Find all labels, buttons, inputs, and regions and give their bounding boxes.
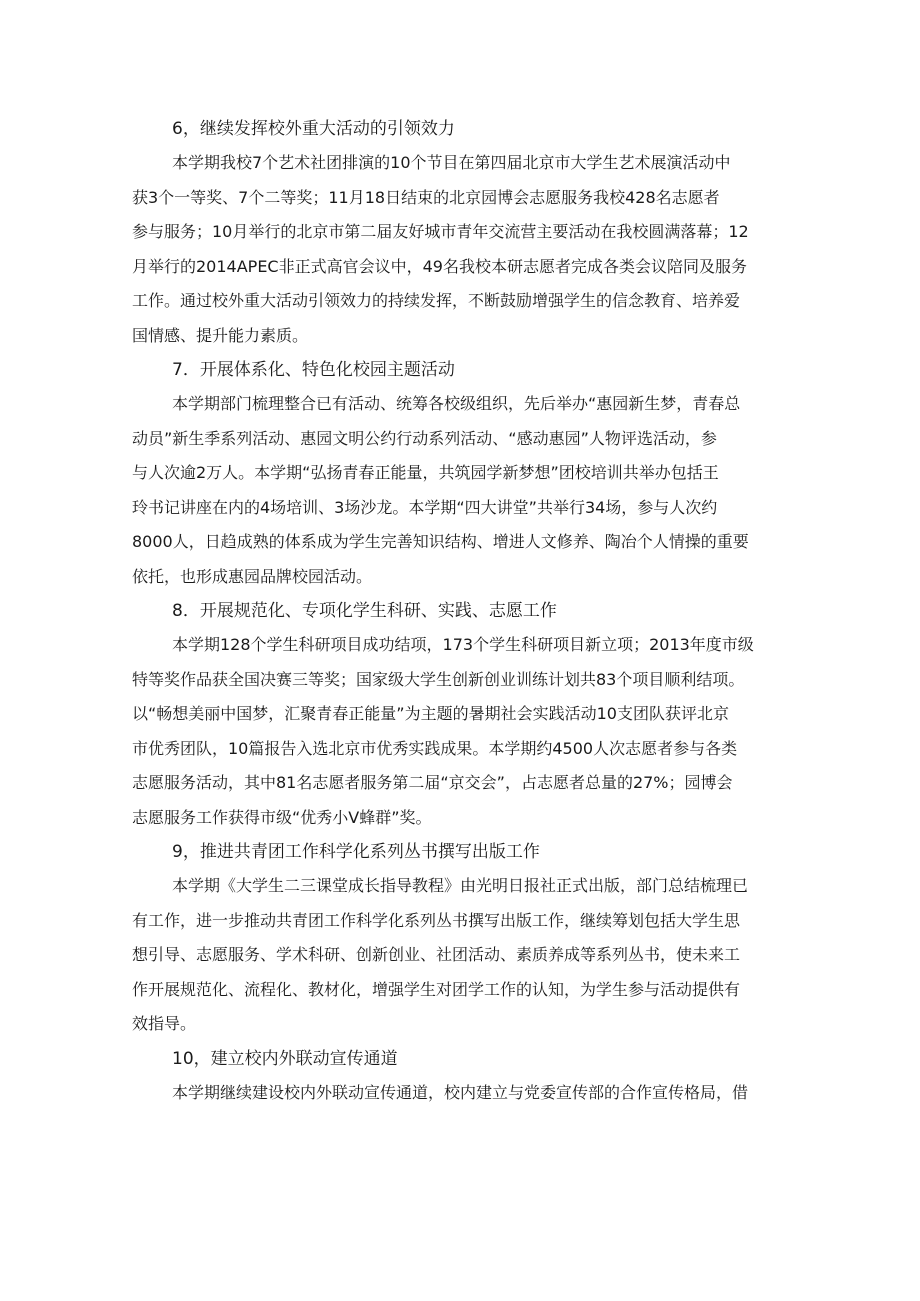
section-heading: 9，推进共青团工作科学化系列丛书撰写出版工作 xyxy=(172,842,540,862)
document-page xyxy=(132,112,802,1110)
paragraph-line: 本学期《大学生二三课堂成长指导教程》由光明日报社正式出版，部门总结梳理已 xyxy=(172,876,749,895)
section-heading: 7．开展体系化、特色化校园主题活动 xyxy=(172,360,455,380)
paragraph-line: 特等奖作品获全国决赛三等奖；国家级大学生创新创业训练计划共83个项目顺利结项。 xyxy=(132,669,745,689)
paragraph-line: 工作。通过校外重大活动引领效力的持续发挥，不断鼓励增强学生的信念教育、培养爱 xyxy=(132,291,741,310)
section-paragraph xyxy=(132,628,802,835)
paragraph-line: 效指导。 xyxy=(132,1014,197,1033)
paragraph-line: 动员”新生季系列活动、惠园文明公约行动系列活动、“感动惠园”人物评选活动，参 xyxy=(132,428,717,448)
paragraph-line: 想引导、志愿服务、学术科研、创新创业、社团活动、素质养成等系列丛书，使未来工 xyxy=(132,945,741,964)
section-7 xyxy=(132,353,802,594)
section-heading: 8．开展规范化、专项化学生科研、实践、志愿工作 xyxy=(172,601,557,621)
paragraph-line: 8000人，日趋成熟的体系成为学生完善知识结构、增进人文修养、陶冶个人情操的重要 xyxy=(132,532,749,551)
paragraph-line: 志愿服务工作获得市级“优秀小V蜂群”奖。 xyxy=(132,807,432,827)
section-paragraph xyxy=(132,387,802,594)
paragraph-line: 本学期我校7个艺术社团排演的10个节目在第四届北京市大学生艺术展演活动中 xyxy=(172,153,731,172)
paragraph-line: 本学期128个学生科研项目成功结项，173个学生科研项目新立项；2013年度市级 xyxy=(172,635,754,654)
paragraph-line: 有工作，进一步推动共青团工作科学化系列丛书撰写出版工作，继续筹划包括大学生思 xyxy=(132,910,741,930)
section-paragraph xyxy=(132,869,802,1042)
section-heading: 10，建立校内外联动宣传通道 xyxy=(172,1048,398,1069)
paragraph-line: 志愿服务活动，其中81名志愿者服务第二届“京交会”，占志愿者总量的27%；园博会 xyxy=(132,773,733,792)
section-heading: 6，继续发挥校外重大活动的引领效力 xyxy=(172,119,455,139)
paragraph-line: 参与服务；10月举行的北京市第二届友好城市青年交流营主要活动在我校圆满落幕；12 xyxy=(132,222,749,241)
paragraph-line: 作开展规范化、流程化、教材化，增强学生对团学工作的认知，为学生参与活动提供有 xyxy=(132,979,741,999)
paragraph-line: 月举行的2014APEC非正式高官会议中，49名我校本研志愿者完成各类会议陪同及服务 xyxy=(132,256,747,276)
section-10 xyxy=(132,1042,802,1111)
paragraph-line: 国情感、提升能力素质。 xyxy=(132,325,309,345)
paragraph-line: 市优秀团队，10篇报告入选北京市优秀实践成果。本学期约4500人次志愿者参与各类 xyxy=(132,738,738,758)
paragraph-line: 玲书记讲座在内的4场培训、3场沙龙。本学期“四大讲堂”共举行34场，参与人次约 xyxy=(132,497,718,517)
section-paragraph xyxy=(132,1076,802,1111)
paragraph-line: 以“畅想美丽中国梦，汇聚青春正能量”为主题的暑期社会实践活动10支团队获评北京 xyxy=(132,704,729,723)
paragraph-line: 获3个一等奖、7个二等奖；11月18日结束的北京园博会志愿服务我校428名志愿者 xyxy=(132,187,720,207)
section-8 xyxy=(132,594,802,835)
paragraph-line: 本学期部门梳理整合已有活动、统筹各校级组织，先后举办“惠园新生梦，青春总 xyxy=(172,394,741,413)
section-paragraph xyxy=(132,146,802,353)
paragraph-line: 与人次逾2万人。本学期“弘扬青春正能量，共筑园学新梦想”团校培训共举办包括王 xyxy=(132,463,719,482)
section-9 xyxy=(132,835,802,1042)
section-6 xyxy=(132,112,802,353)
paragraph-line: 本学期继续建设校内外联动宣传通道，校内建立与党委宣传部的合作宣传格局，借 xyxy=(172,1082,749,1102)
paragraph-line: 依托，也形成惠园品牌校园活动。 xyxy=(132,566,373,586)
